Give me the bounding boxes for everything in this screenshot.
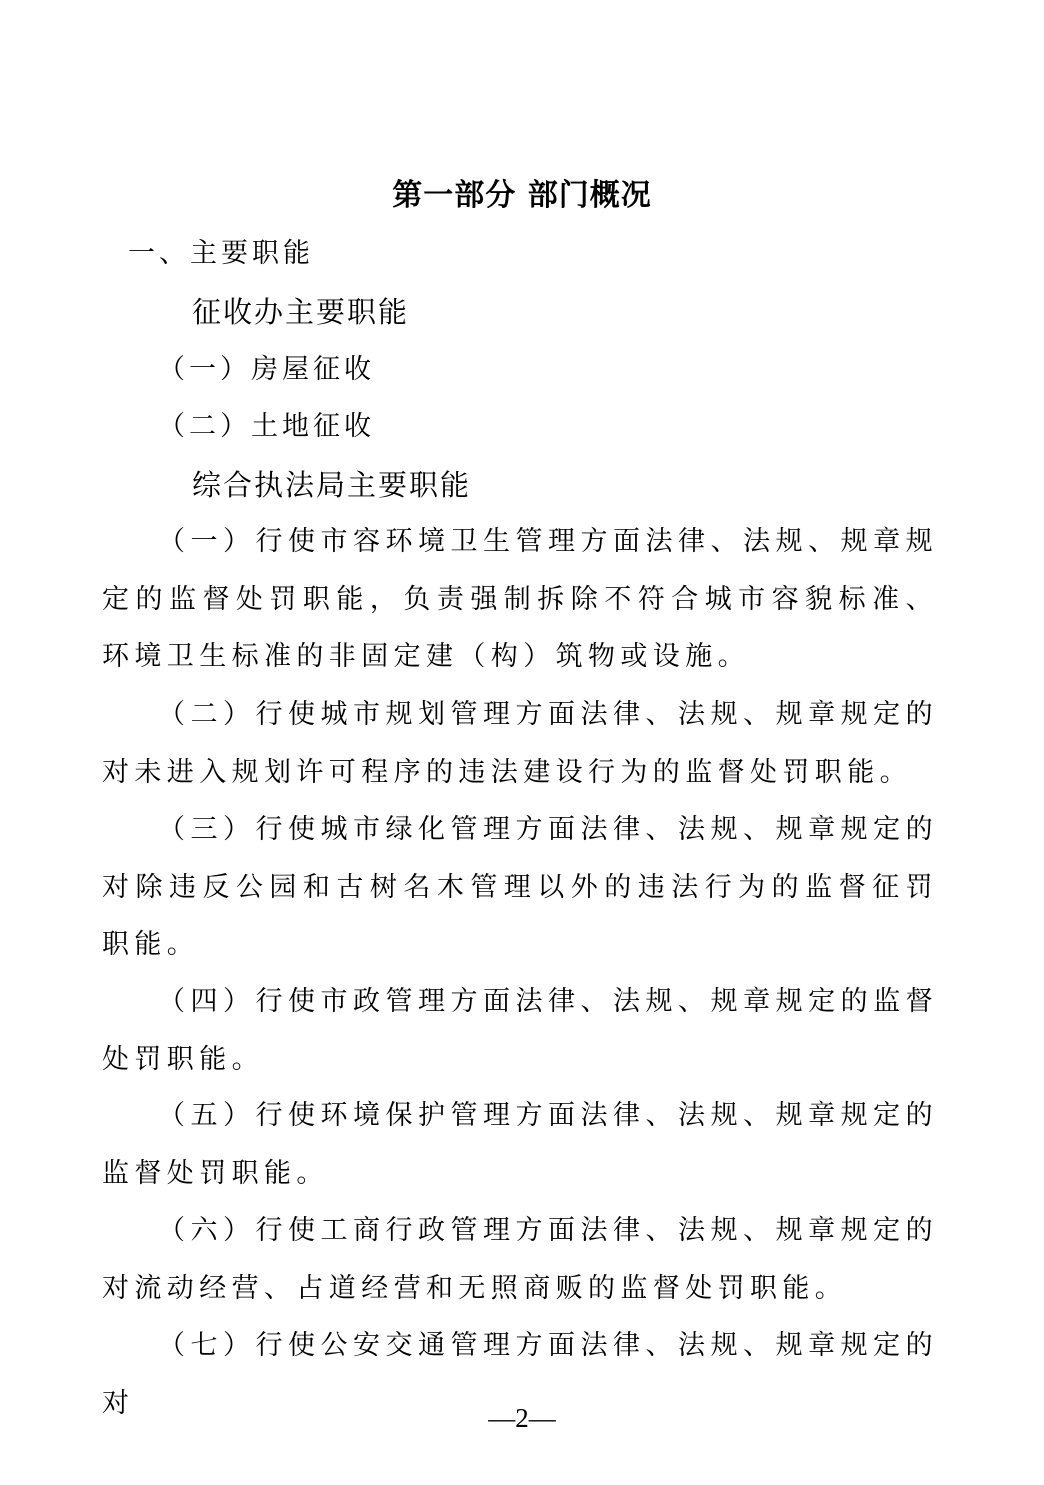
bureau-function-paragraph: （七）行使公安交通管理方面法律、法规、规章规定的对 bbox=[102, 1330, 938, 1419]
bureau-function-paragraph: （一）行使市容环境卫生管理方面法律、法规、规章规定的监督处罚职能，负责强制拆除不符合城市容貌标准、环境卫生标准的非固定建（构）筑物或设施。 bbox=[102, 526, 938, 672]
bureau-function-paragraph: （二）行使城市规划管理方面法律、法规、规章规定的对未进入规划许可程序的违法建设行为的监督处罚职能。 bbox=[102, 699, 938, 788]
office-function-item: （二）土地征收 bbox=[158, 411, 375, 442]
office-functions-heading: 征收办主要职能 bbox=[192, 295, 410, 329]
page-number: —2— bbox=[488, 1403, 556, 1433]
page-title: 第一部分 部门概况 bbox=[392, 178, 652, 213]
office-function-item: （一）房屋征收 bbox=[158, 354, 375, 385]
bureau-function-paragraph: （三）行使城市绿化管理方面法律、法规、规章规定的对除违反公园和古树名木管理以外的违法行为的监督征罚职能。 bbox=[102, 814, 938, 960]
bureau-function-paragraph: （四）行使市政管理方面法律、法规、规章规定的监督处罚职能。 bbox=[102, 986, 938, 1075]
bureau-functions-heading: 综合执法局主要职能 bbox=[192, 468, 472, 502]
bureau-function-paragraph: （五）行使环境保护管理方面法律、法规、规章规定的监督处罚职能。 bbox=[102, 1100, 938, 1189]
section-heading-main-functions: 一、主要职能 bbox=[128, 238, 314, 269]
bureau-function-paragraph: （六）行使工商行政管理方面法律、法规、规章规定的对流动经营、占道经营和无照商贩的监督处罚职能。 bbox=[102, 1215, 938, 1304]
